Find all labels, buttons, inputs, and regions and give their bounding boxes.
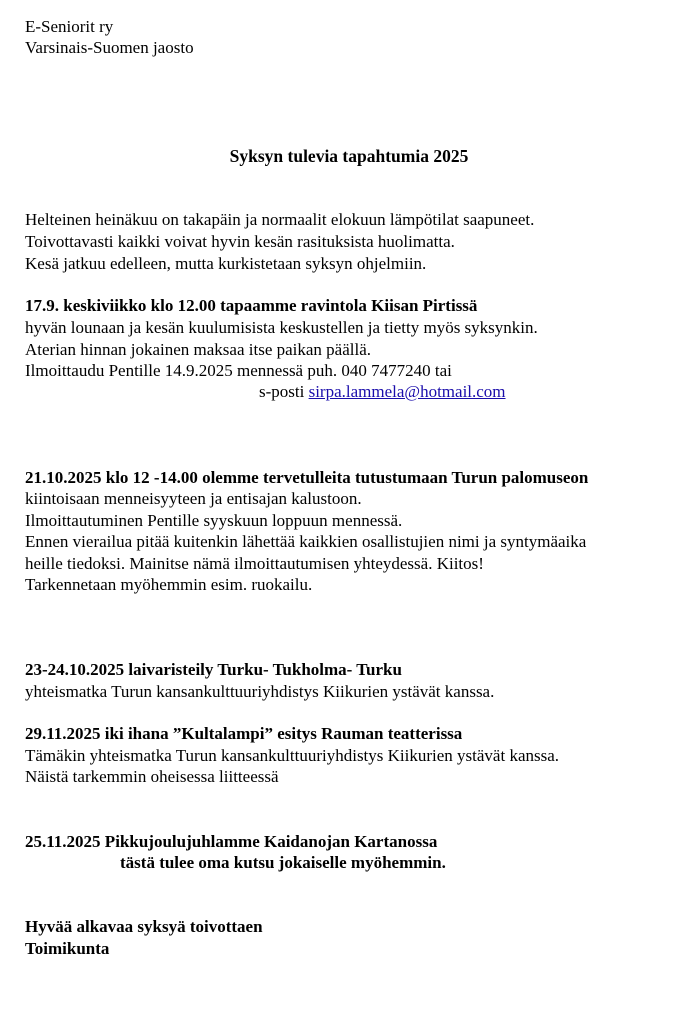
event3-line: yhteismatka Turun kansankulttuuriyhdistys Kiikurien ystävät kanssa. [25,682,495,701]
event1-line: Aterian hinnan jokainen maksaa itse paikan päällä. [25,340,372,359]
intro-line: Helteinen heinäkuu on takapäin ja normaalit elokuun lämpötilat saapuneet. [25,210,535,229]
header-division: Varsinais-Suomen jaosto [25,38,194,57]
closing-greeting: Hyvää alkavaa syksyä toivottaen [25,917,263,936]
event1-line: Ilmoittaudu Pentille 14.9.2025 mennessä puh. 040 7477240 tai [25,361,452,380]
event2-line: Ennen vierailua pitää kuitenkin lähettää kaikkien osallistujien nimi ja syntymäaika [25,532,587,551]
closing-signature: Toimikunta [25,939,110,958]
event2-line: heille tiedoksi. Mainitse nämä ilmoittautumisen yhteydessä. Kiitos! [25,554,484,573]
event1-heading: 17.9. keskiviikko klo 12.00 tapaamme ravintola Kiisan Pirtissä [25,296,478,315]
email-link[interactable]: sirpa.lammela@hotmail.com [308,382,506,401]
intro-line: Toivottavasti kaikki voivat hyvin kesän rasituksista huolimatta. [25,232,455,251]
event4-line: Tämäkin yhteismatka Turun kansankulttuuriyhdistys Kiikurien ystävät kanssa. [25,746,560,765]
event1-line: hyvän lounaan ja kesän kuulumisista keskustellen ja tietty myös syksynkin. [25,318,538,337]
intro-line: Kesä jatkuu edelleen, mutta kurkistetaan syksyn ohjelmiin. [25,254,427,273]
event2-heading: 21.10.2025 klo 12 -14.00 olemme tervetulleita tutustumaan Turun palomuseon [25,468,589,487]
event4-heading: 29.11.2025 iki ihana ”Kultalampi” esitys Rauman teatterissa [25,724,463,743]
event2-line: Tarkennetaan myöhemmin esim. ruokailu. [25,575,313,594]
event4-line: Näistä tarkemmin oheisessa liitteessä [25,767,279,786]
event5-subline: tästä tulee oma kutsu jokaiselle myöhemmin. [120,853,446,872]
event2-line: kiintoisaan menneisyyteen ja entisajan kalustoon. [25,489,362,508]
event3-heading: 23-24.10.2025 laivaristeily Turku- Tukholma- Turku [25,660,402,679]
event5-heading: 25.11.2025 Pikkujoulujuhlamme Kaidanojan Kartanossa [25,832,438,851]
header-org: E-Seniorit ry [25,17,114,36]
page-title: Syksyn tulevia tapahtumia 2025 [229,146,469,166]
event2-line: Ilmoittautuminen Pentille syyskuun loppuun mennessä. [25,511,403,530]
event1-email-line [259,381,506,402]
email-prefix: s-posti [259,382,309,401]
